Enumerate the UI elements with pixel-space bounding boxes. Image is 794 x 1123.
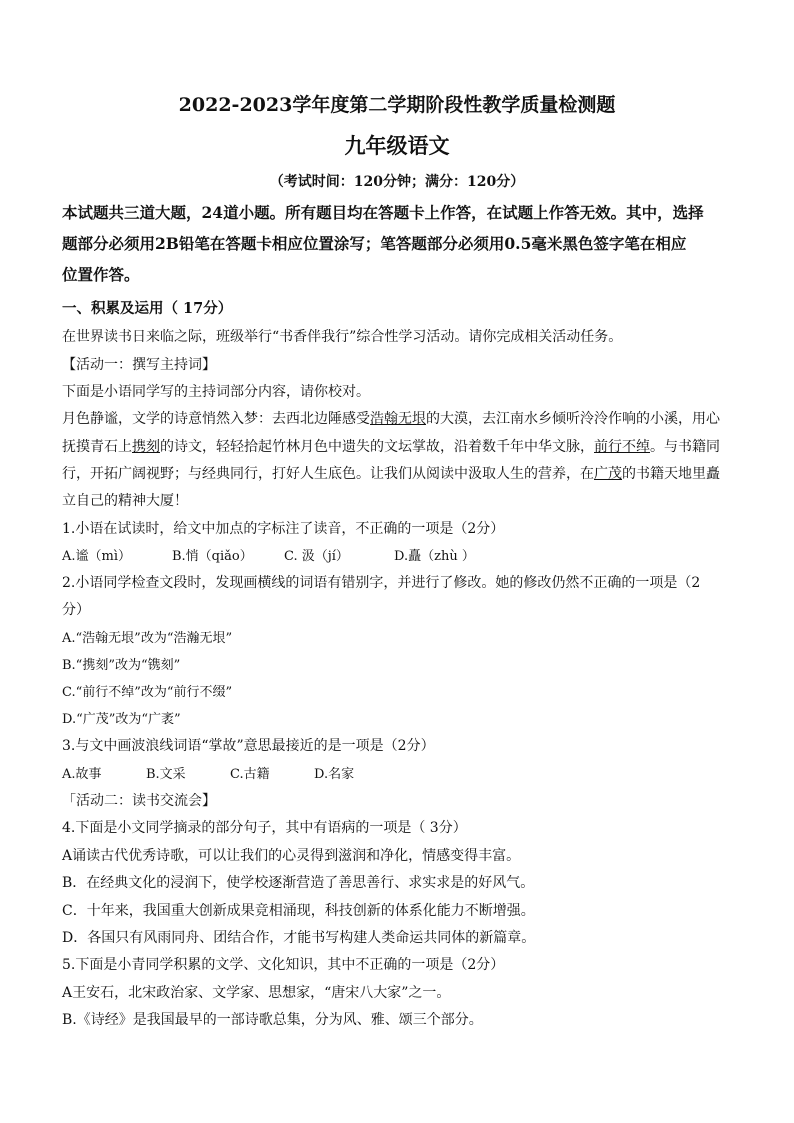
instruction-line: 位置作答。 <box>62 265 140 284</box>
option: D.“广茂”改为“广袤” <box>62 712 181 727</box>
option: C.“前行不绰”改为“前行不缀” <box>62 685 233 700</box>
instructions <box>62 197 732 290</box>
passage-text: 抚摸青石上 <box>62 439 132 455</box>
passage-text: 。与书籍同 <box>650 439 720 455</box>
activity-heading: 【活动一：撰写主持词】 <box>62 357 216 373</box>
underlined-word: 前行不绰 <box>594 439 650 455</box>
passage-line: 立自己的精神大厦！ <box>62 493 188 509</box>
underlined-word: 广茂 <box>594 466 622 482</box>
activity-intro: 下面是小语同学写的主持词部分内容，请你校对。 <box>62 384 370 400</box>
option: A.“浩翰无垠”改为“浩瀚无垠” <box>62 631 233 646</box>
option: A.故事 <box>62 767 102 782</box>
passage-line <box>62 436 720 456</box>
option: A王安石，北宋政治家、文学家、思想家，“唐宋八大家”之一。 <box>62 985 451 1001</box>
passage-text: 月色静谧，文学的诗意悄然入梦：去西北边陲感受 <box>62 411 370 427</box>
option: D.矗（zhù ） <box>394 549 475 564</box>
activity-heading: 「活动二：读书交流会】 <box>62 793 216 809</box>
underlined-word: 携刻 <box>132 439 160 455</box>
question-2-stem: 分） <box>62 602 90 618</box>
question-2-stem: 2.小语同学检查文段时，发现画横线的词语有错别字，并进行了修改。她的修改仍然不正确的一项是（2 <box>62 575 701 591</box>
question-1-options <box>62 545 475 564</box>
exam-info: （考试时间：120分钟；满分：120分） <box>269 174 525 190</box>
passage-text: 的书籍天地里矗 <box>622 466 720 482</box>
question-1-stem: 1.小语在试读时，给文中加点的字标注了读音，不正确的一项是（2分） <box>62 521 505 537</box>
exam-subtitle: 九年级语文 <box>344 133 450 158</box>
question-3-stem: 3.与文中画波浪线词语“掌故”意思最接近的是一项是（2分） <box>62 738 435 754</box>
underlined-word: 浩翰无垠 <box>370 411 426 427</box>
section-intro: 在世界读书日来临之际，班级举行“书香伴我行”综合性学习活动。请你完成相关活动任务。 <box>62 329 623 345</box>
passage-line <box>62 408 720 428</box>
option: A诵读古代优秀诗歌，可以让我们的心灵得到滋润和净化，情感变得丰富。 <box>62 848 521 864</box>
option: C．十年来，我国重大创新成果竞相涌现，科技创新的体系化能力不断增强。 <box>62 903 535 919</box>
exam-title: 2022-2023学年度第二学期阶段性教学质量检测题 <box>178 94 616 116</box>
passage-text: 的诗文，轻轻拾起竹林月色中遗失的文坛掌故，沿着数千年中华文脉， <box>160 439 594 455</box>
option: B.文采 <box>146 767 186 782</box>
option: B．在经典文化的浸润下，使学校逐渐营造了善思善行、求实求是的好风气。 <box>62 875 535 891</box>
option: C.古籍 <box>230 767 270 782</box>
option: D．各国只有风雨同舟、团结合作，才能书写构建人类命运共同体的新篇章。 <box>62 930 536 946</box>
question-5-stem: 5.下面是小青同学积累的文学、文化知识，其中不正确的一项是（2分） <box>62 957 505 973</box>
instruction-line: 题部分必须用2B铅笔在答题卡相应位置涂写；笔答题部分必须用0.5毫米黑色签字笔在相应 <box>62 234 687 253</box>
option: A.谧（mì） <box>62 549 132 564</box>
section-heading: 一、积累及运用（ 17分） <box>62 300 233 317</box>
question-3-options <box>62 763 354 782</box>
option: B.《诗经》是我国最早的一部诗歌总集，分为风、雅、颂三个部分。 <box>62 1012 483 1028</box>
option: B.“携刻”改为“镌刻” <box>62 658 181 673</box>
option: B.悄（qiǎo） <box>172 549 253 564</box>
instruction-line: 本试题共三道大题，24道小题。所有题目均在答题卡上作答，在试题上作答无效。其中，选择 <box>62 203 704 222</box>
passage-line <box>62 463 720 483</box>
option: D.名家 <box>314 767 355 782</box>
question-4-stem: 4.下面是小文同学摘录的部分句子，其中有语病的一项是（ 3分） <box>62 820 467 836</box>
option: C. 汲（jí） <box>284 549 349 564</box>
passage-text: 的大漠，去江南水乡倾听泠泠作响的小溪，用心 <box>426 411 720 427</box>
passage-text: 行，开拓广阔视野；与经典同行，打好人生底色。让我们从阅读中汲取人生的营养，在 <box>62 466 594 482</box>
